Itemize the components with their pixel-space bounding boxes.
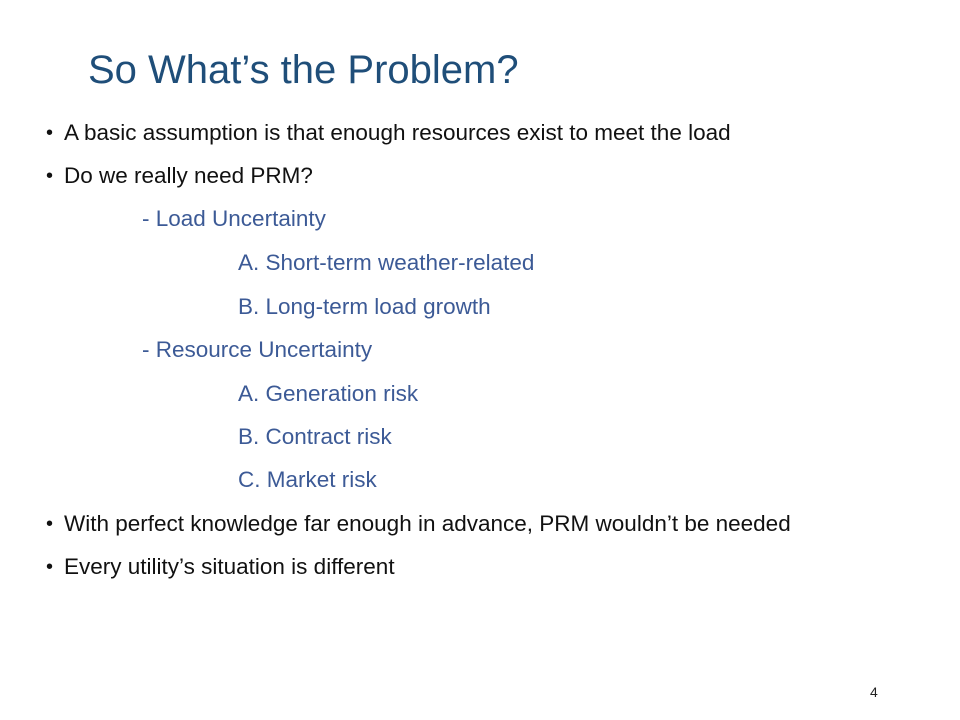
- resource-uncertainty-item: B. Contract risk: [238, 424, 392, 449]
- bullet-marker: •: [46, 122, 54, 144]
- bullet-item: With perfect knowledge far enough in advance, PRM wouldn’t be needed: [64, 511, 791, 536]
- load-uncertainty-item: A. Short-term weather-related: [238, 250, 535, 275]
- resource-uncertainty-item: A. Generation risk: [238, 381, 419, 406]
- page-number: 4: [870, 684, 878, 700]
- bullet-item: A basic assumption is that enough resources exist to meet the load: [64, 120, 731, 145]
- bullet-marker: •: [46, 556, 54, 578]
- resource-uncertainty-item: C. Market risk: [238, 467, 377, 492]
- load-uncertainty-item: B. Long-term load growth: [238, 294, 491, 319]
- bullet-marker: •: [46, 165, 54, 187]
- bullet-item: Every utility’s situation is different: [64, 554, 395, 579]
- bullet-marker: •: [46, 513, 54, 535]
- slide-title: So What’s the Problem?: [88, 48, 519, 92]
- resource-uncertainty-heading: - Resource Uncertainty: [142, 337, 373, 362]
- load-uncertainty-heading: - Load Uncertainty: [142, 206, 326, 231]
- bullet-item: Do we really need PRM?: [64, 163, 313, 188]
